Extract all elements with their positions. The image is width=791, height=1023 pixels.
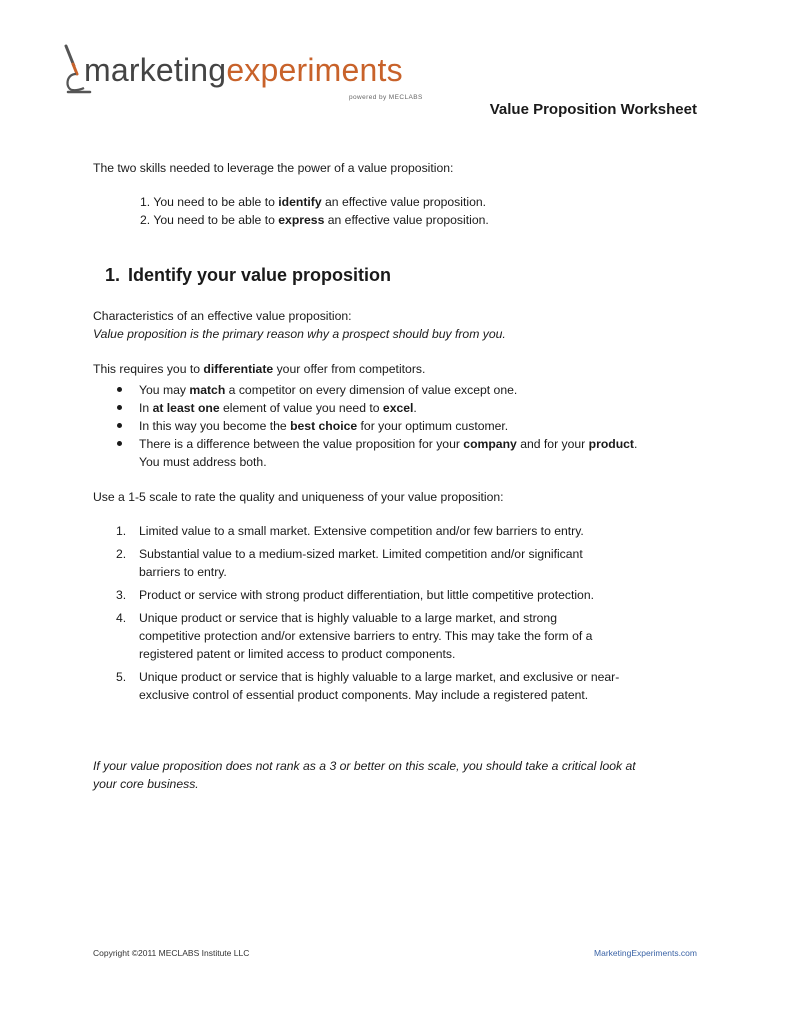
scale-item-5-line-1: Unique product or service that is highly valuable to a large market, and exclusive or near- xyxy=(139,670,620,684)
scale-item-5-number: 5. xyxy=(116,670,127,684)
bullet-2-text-a: In xyxy=(139,401,153,415)
scale-item-3-number: 3. xyxy=(116,588,127,602)
characteristics-definition: Value proposition is the primary reason why a prospect should buy from you. xyxy=(93,327,506,341)
bullet-4-text-c: and for your xyxy=(516,437,589,451)
differentiate-bold: differentiate xyxy=(203,362,274,376)
differentiate-pre: This requires you to xyxy=(93,362,204,376)
scale-item-3-line-1: Product or service with strong product differentiation, but little competitive protection. xyxy=(139,588,595,602)
bullet-1-text-a: You may xyxy=(139,383,190,397)
skill-2-pre: 2. You need to be able to xyxy=(140,213,279,227)
bullet-4-bold-b: company xyxy=(463,437,517,451)
intro-text: The two skills needed to leverage the power of a value proposition: xyxy=(93,161,454,175)
scale-item xyxy=(114,545,619,581)
scale-item xyxy=(114,586,619,604)
scale-item-1-line-1: Limited value to a small market. Extensive competition and/or few barriers to entry. xyxy=(139,524,584,538)
footer-copyright: Copyright ©2011 MECLABS Institute LLC xyxy=(93,948,250,958)
scale-item-2-line-1: Substantial value to a medium-sized market. Limited competition and/or significant xyxy=(139,547,583,561)
bullet-4-bold-d: product xyxy=(588,437,634,451)
scale-item-4-line-1: Unique product or service that is highly valuable to a large market, and strong xyxy=(139,611,557,625)
scale-item-4-line-3: registered patent or limited access to product components. xyxy=(139,647,456,661)
scale-item-4-line-2: competitive protection and/or extensive barriers to entry. This may take the form of a xyxy=(139,629,593,643)
section-1-heading-text: Identify your value proposition xyxy=(128,265,392,285)
bullet-1-bold-b: match xyxy=(189,383,226,397)
marketingexperiments-logo xyxy=(62,44,434,106)
scale-item xyxy=(114,668,619,704)
scale-item xyxy=(114,522,619,540)
skill-2-bold: express xyxy=(278,213,325,227)
section-1-number: 1. xyxy=(105,265,121,285)
bullet-3-text-a: In this way you become the xyxy=(139,419,291,433)
worksheet-title: Value Proposition Worksheet xyxy=(489,101,697,118)
differentiate-post: your offer from competitors. xyxy=(273,362,426,376)
logo-word-marketing: marketing xyxy=(84,52,227,88)
scale-item-2-number: 2. xyxy=(116,547,127,561)
logo-word-experiments: experiments xyxy=(226,52,403,88)
scale-item xyxy=(114,609,619,663)
bullet-4-text-a: There is a difference between the value proposition for your xyxy=(139,437,464,451)
bullet-4-text-f: You must address both. xyxy=(139,455,267,469)
footer-site-link[interactable]: MarketingExperiments.com xyxy=(594,948,697,958)
characteristics-label: Characteristics of an effective value proposition: xyxy=(93,309,352,323)
skill-1-bold: identify xyxy=(278,195,322,209)
closing-note-line-2: your core business. xyxy=(93,777,199,791)
skill-2-post: an effective value proposition. xyxy=(324,213,489,227)
skill-item-1 xyxy=(140,193,486,211)
scale-item-4-number: 4. xyxy=(116,611,127,625)
bullet-2-text-c: element of value you need to xyxy=(219,401,383,415)
scale-item-1-number: 1. xyxy=(116,524,127,538)
rating-scale-list xyxy=(114,522,619,709)
logo-wordmark xyxy=(84,50,403,90)
scale-item-2-line-2: barriers to entry. xyxy=(139,565,227,579)
bullet-item xyxy=(114,435,637,471)
section-1-heading xyxy=(105,265,391,286)
bullet-3-bold-b: best choice xyxy=(290,419,358,433)
scale-item-5-line-2: exclusive control of essential product components. May include a registered patent. xyxy=(139,688,589,702)
scale-intro: Use a 1-5 scale to rate the quality and uniqueness of your value proposition: xyxy=(93,490,504,504)
bullet-2-bold-b: at least one xyxy=(152,401,220,415)
bullet-1-text-c: a competitor on every dimension of value except one. xyxy=(225,383,518,397)
skill-1-post: an effective value proposition. xyxy=(321,195,487,209)
skill-item-2 xyxy=(140,211,489,229)
bullet-item xyxy=(114,417,637,435)
skill-1-pre: 1. You need to be able to xyxy=(140,195,279,209)
bullet-4-text-e: . xyxy=(633,437,638,451)
differentiate-line xyxy=(93,360,425,378)
bullet-2-text-e: . xyxy=(413,401,417,415)
logo-powered-by: powered by MECLABS xyxy=(349,94,423,101)
differentiation-bullet-list xyxy=(114,381,637,471)
bullet-item xyxy=(114,399,637,417)
bullet-2-bold-d: excel xyxy=(382,401,414,415)
bullet-3-text-c: for your optimum customer. xyxy=(357,419,509,433)
closing-note-line-1: If your value proposition does not rank as a 3 or better on this scale, you should take a critical look at xyxy=(93,759,636,773)
bullet-item xyxy=(114,381,637,399)
